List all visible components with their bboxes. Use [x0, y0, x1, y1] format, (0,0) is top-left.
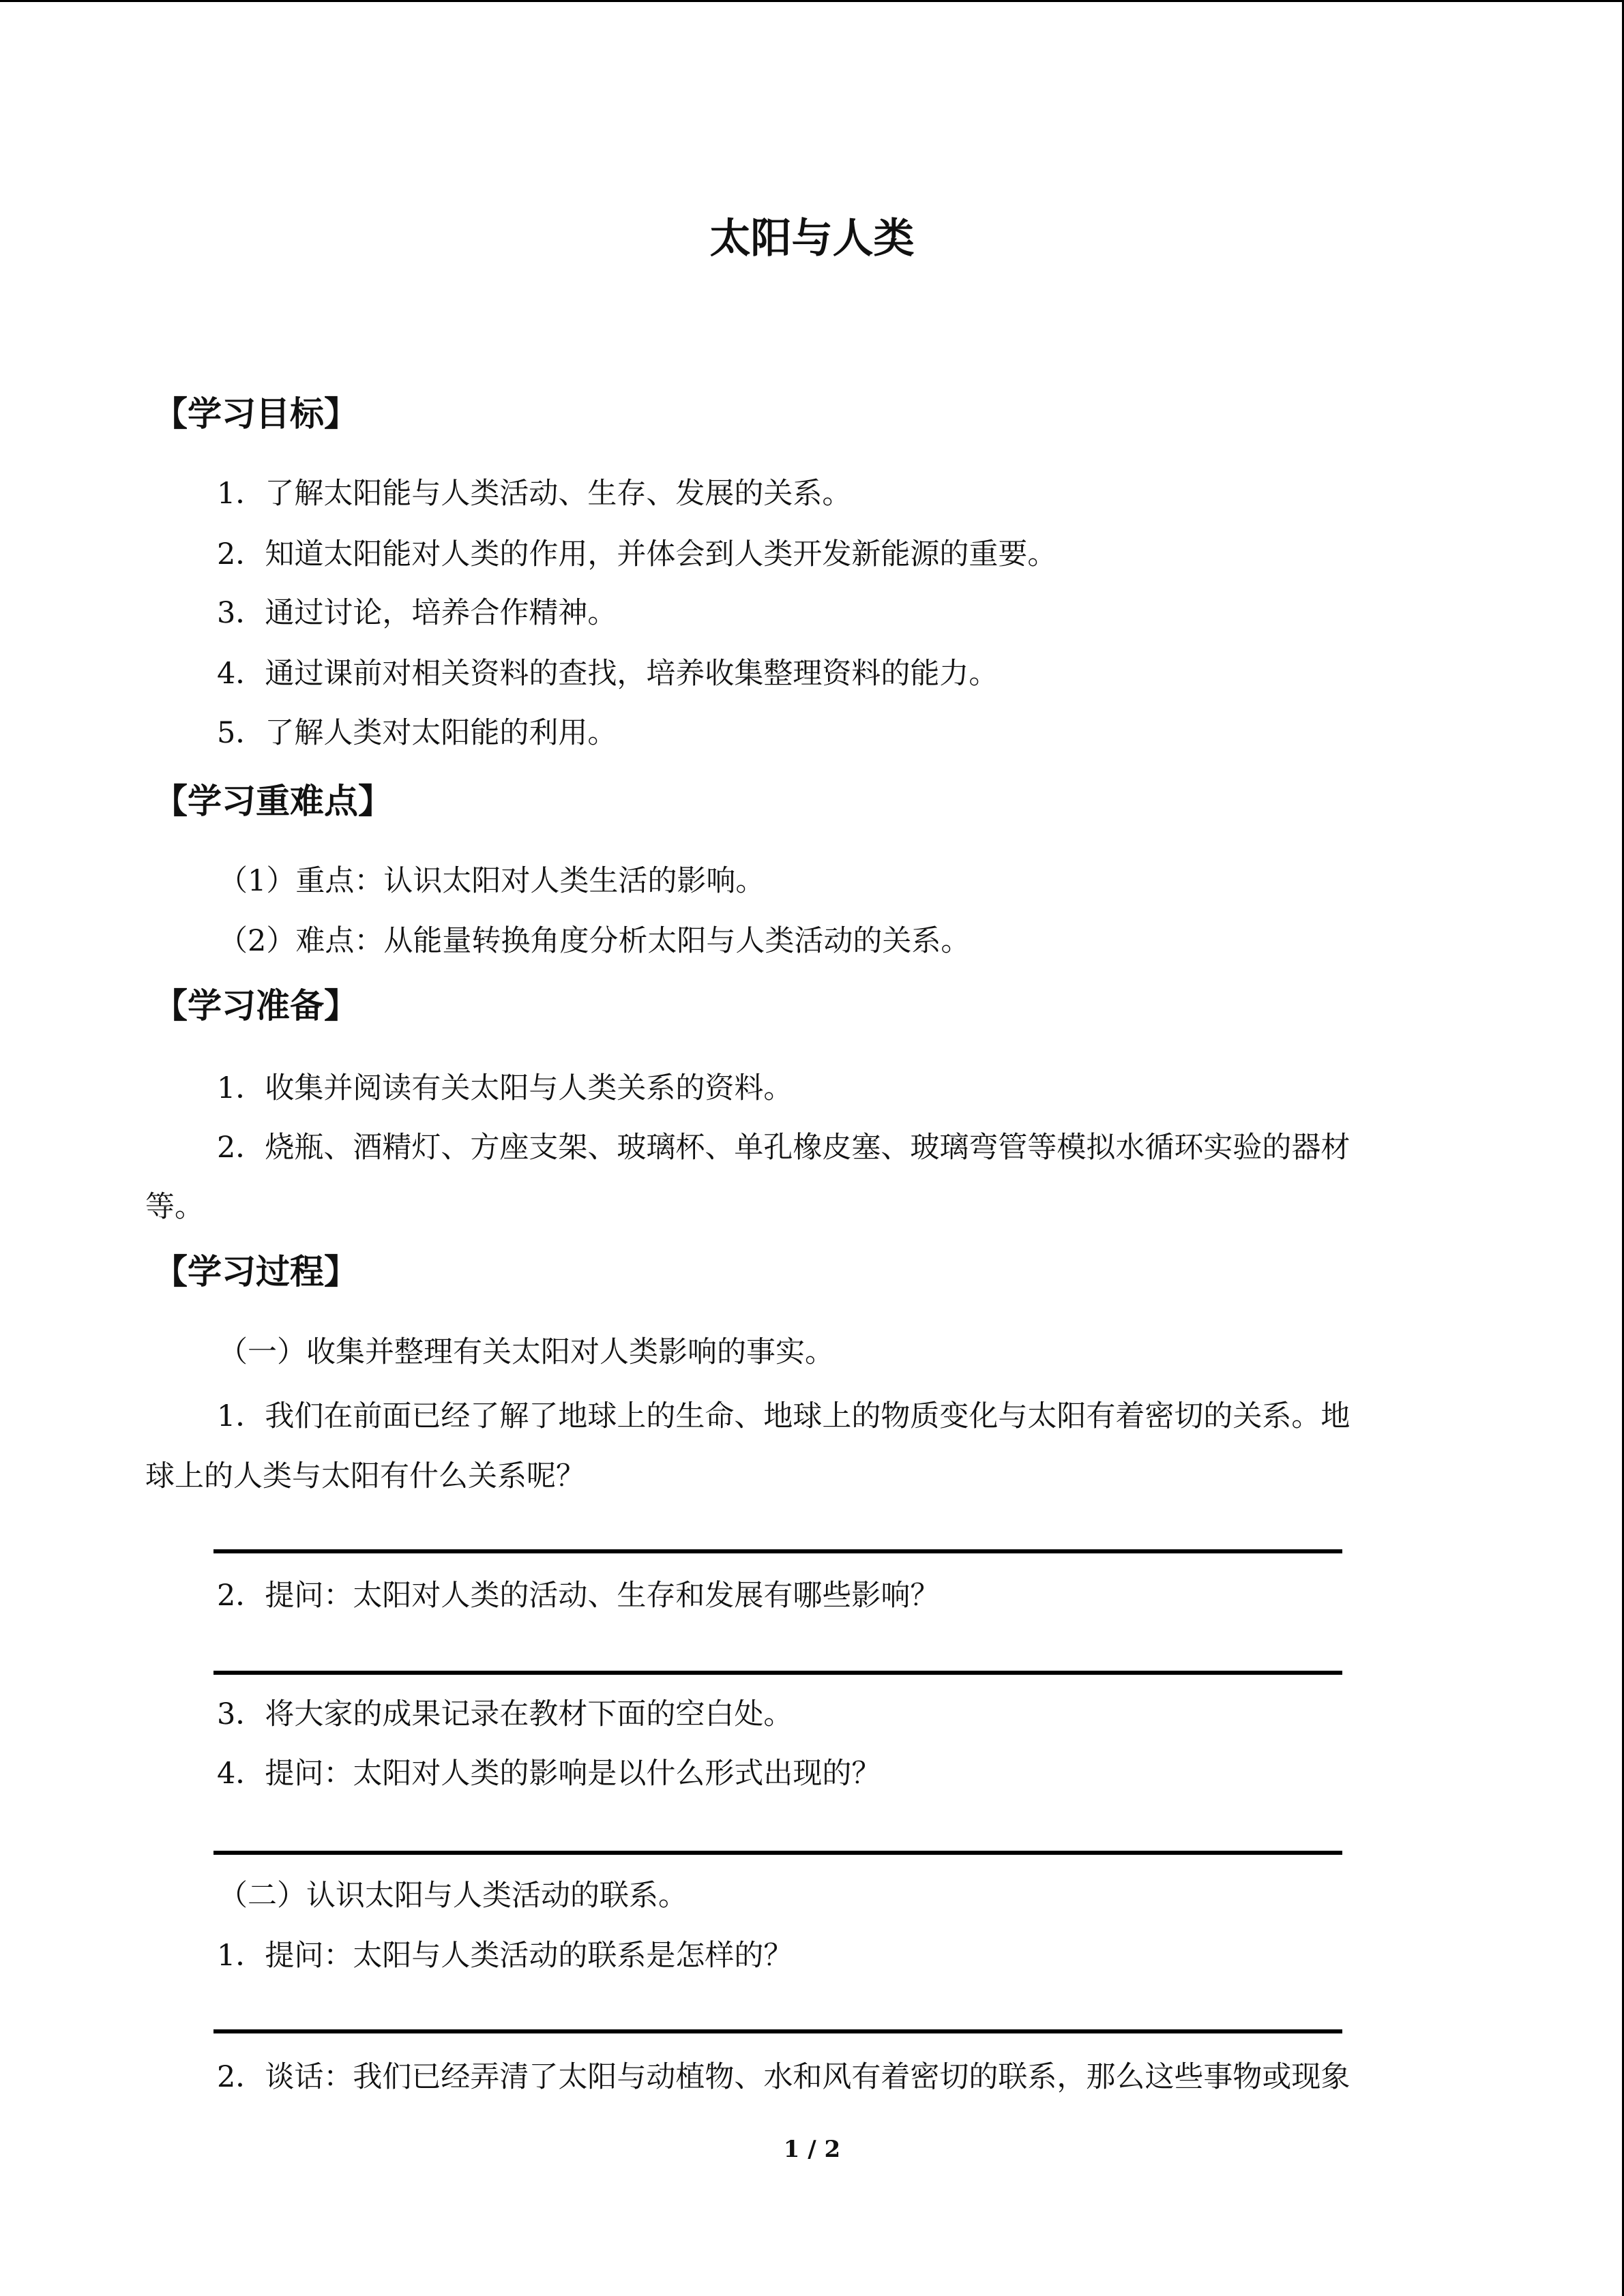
page-title: 太阳与人类 — [709, 215, 915, 263]
goal-item-3: 3．通过讨论，培养合作精神。 — [217, 596, 617, 630]
process-part2-title: （二）认识太阳与人类活动的联系。 — [218, 1879, 688, 1913]
goal-item-2: 2．知道太阳能对人类的作用，并体会到人类开发新能源的重要。 — [217, 537, 1057, 571]
process-q3: 3．将大家的成果记录在教材下面的空白处。 — [217, 1697, 793, 1731]
process-q2: 2．提问：太阳对人类的活动、生存和发展有哪些影响？ — [217, 1579, 940, 1613]
process-part1-title: （一）收集并整理有关太阳对人类影响的事实。 — [218, 1335, 834, 1369]
process-q4: 4．提问：太阳对人类的影响是以什么形式出现的？ — [217, 1757, 881, 1791]
prep-item-2-line-1: 2．烧瓶、酒精灯、方座支架、玻璃杯、单孔橡皮塞、玻璃弯管等模拟水循环实验的器材 — [217, 1131, 1350, 1165]
process-q1-line-2: 球上的人类与太阳有什么关系呢？ — [145, 1459, 585, 1493]
prep-item-2-line-2: 等。 — [145, 1190, 204, 1224]
process-part2-q2: 2．谈话：我们已经弄清了太阳与动植物、水和风有着密切的联系，那么这些事物或现象 — [217, 2060, 1350, 2094]
page-number: 1 / 2 — [783, 2136, 841, 2163]
section-heading-prep: 【学习准备】 — [153, 986, 358, 1026]
section-heading-key-points: 【学习重难点】 — [153, 781, 392, 821]
section-heading-process: 【学习过程】 — [153, 1252, 358, 1292]
goal-item-1: 1．了解太阳能与人类活动、生存、发展的关系。 — [217, 477, 852, 511]
prep-item-1: 1．收集并阅读有关太阳与人类关系的资料。 — [217, 1071, 793, 1105]
goal-item-5: 5．了解人类对太阳能的利用。 — [217, 716, 617, 750]
section-heading-goals: 【学习目标】 — [153, 394, 358, 434]
answer-line-4 — [213, 2029, 1342, 2033]
process-q1-line-1: 1．我们在前面已经了解了地球上的生命、地球上的物质变化与太阳有着密切的关系。地 — [217, 1399, 1350, 1433]
answer-line-1 — [213, 1549, 1342, 1553]
answer-line-2 — [213, 1671, 1342, 1675]
answer-line-3 — [213, 1851, 1342, 1855]
process-part2-q1: 1．提问：太阳与人类活动的联系是怎样的？ — [217, 1939, 793, 1973]
page-border-top — [0, 0, 1624, 2]
key-point-difficulty: （2）难点：从能量转换角度分析太阳与人类活动的关系。 — [218, 924, 971, 958]
key-point-focus: （1）重点：认识太阳对人类生活的影响。 — [218, 864, 765, 898]
goal-item-4: 4．通过课前对相关资料的查找，培养收集整理资料的能力。 — [217, 657, 999, 691]
